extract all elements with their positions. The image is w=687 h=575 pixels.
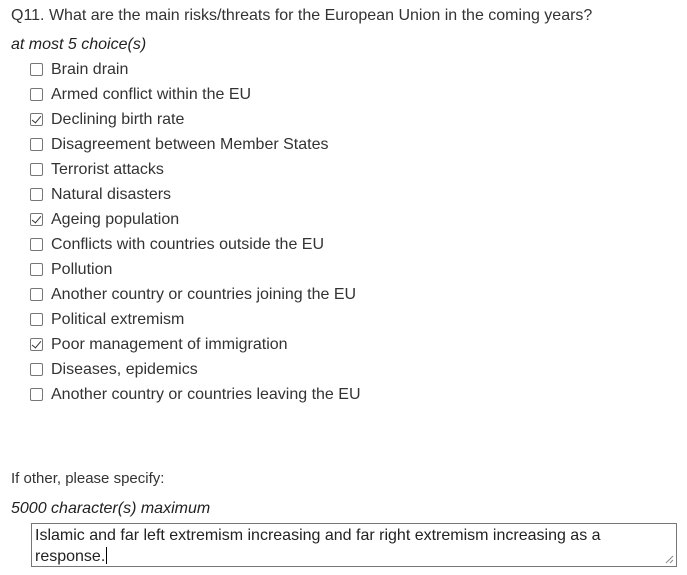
- checkbox[interactable]: [30, 313, 43, 326]
- choices-constraint: at most 5 choice(s): [11, 36, 147, 53]
- option-political-extremism[interactable]: [30, 307, 361, 332]
- checkbox-checked[interactable]: [30, 213, 43, 226]
- character-limit-note: 5000 character(s) maximum: [11, 500, 211, 517]
- resize-handle-icon[interactable]: [665, 555, 674, 564]
- option-countries-leaving[interactable]: [30, 382, 361, 407]
- option-brain-drain[interactable]: [30, 57, 361, 82]
- checkbox-checked[interactable]: [30, 113, 43, 126]
- option-label: Ageing population: [51, 210, 180, 228]
- textarea-value: Islamic and far left extremism increasing and far right extremism increasing as a response.: [35, 527, 601, 565]
- checkbox[interactable]: [30, 238, 43, 251]
- option-armed-conflict[interactable]: [30, 82, 361, 107]
- checkbox[interactable]: [30, 138, 43, 151]
- option-label: Poor management of immigration: [51, 335, 288, 353]
- checkbox-checked[interactable]: [30, 338, 43, 351]
- option-label: Declining birth rate: [51, 110, 185, 128]
- option-label: Pollution: [51, 260, 113, 278]
- checkbox[interactable]: [30, 263, 43, 276]
- checkbox[interactable]: [30, 188, 43, 201]
- option-pollution[interactable]: [30, 257, 361, 282]
- option-label: Natural disasters: [51, 185, 172, 203]
- option-label: Armed conflict within the EU: [51, 85, 252, 103]
- checkbox[interactable]: [30, 288, 43, 301]
- option-disagreement-member-states[interactable]: [30, 132, 361, 157]
- option-label: Political extremism: [51, 310, 185, 328]
- other-specify-textarea[interactable]: [31, 523, 677, 567]
- question-text: Q11. What are the main risks/threats for the European Union in the coming years?: [11, 7, 593, 24]
- checkbox[interactable]: [30, 388, 43, 401]
- text-caret: [106, 547, 107, 564]
- options-list: [30, 57, 361, 407]
- checkbox[interactable]: [30, 63, 43, 76]
- option-label: Conflicts with countries outside the EU: [51, 235, 325, 253]
- option-terrorist-attacks[interactable]: [30, 157, 361, 182]
- option-label: Terrorist attacks: [51, 160, 164, 178]
- other-specify-label: If other, please specify:: [11, 470, 165, 487]
- option-natural-disasters[interactable]: [30, 182, 361, 207]
- option-label: Another country or countries joining the EU: [51, 285, 357, 303]
- option-label: Brain drain: [51, 60, 129, 78]
- checkbox[interactable]: [30, 163, 43, 176]
- checkbox[interactable]: [30, 88, 43, 101]
- option-label: Another country or countries leaving the EU: [51, 385, 361, 403]
- option-countries-joining[interactable]: [30, 282, 361, 307]
- checkbox[interactable]: [30, 363, 43, 376]
- option-ageing-population[interactable]: [30, 207, 361, 232]
- option-conflicts-outside-eu[interactable]: [30, 232, 361, 257]
- option-diseases-epidemics[interactable]: [30, 357, 361, 382]
- option-label: Disagreement between Member States: [51, 135, 329, 153]
- option-immigration-management[interactable]: [30, 332, 361, 357]
- option-label: Diseases, epidemics: [51, 360, 198, 378]
- option-declining-birth-rate[interactable]: [30, 107, 361, 132]
